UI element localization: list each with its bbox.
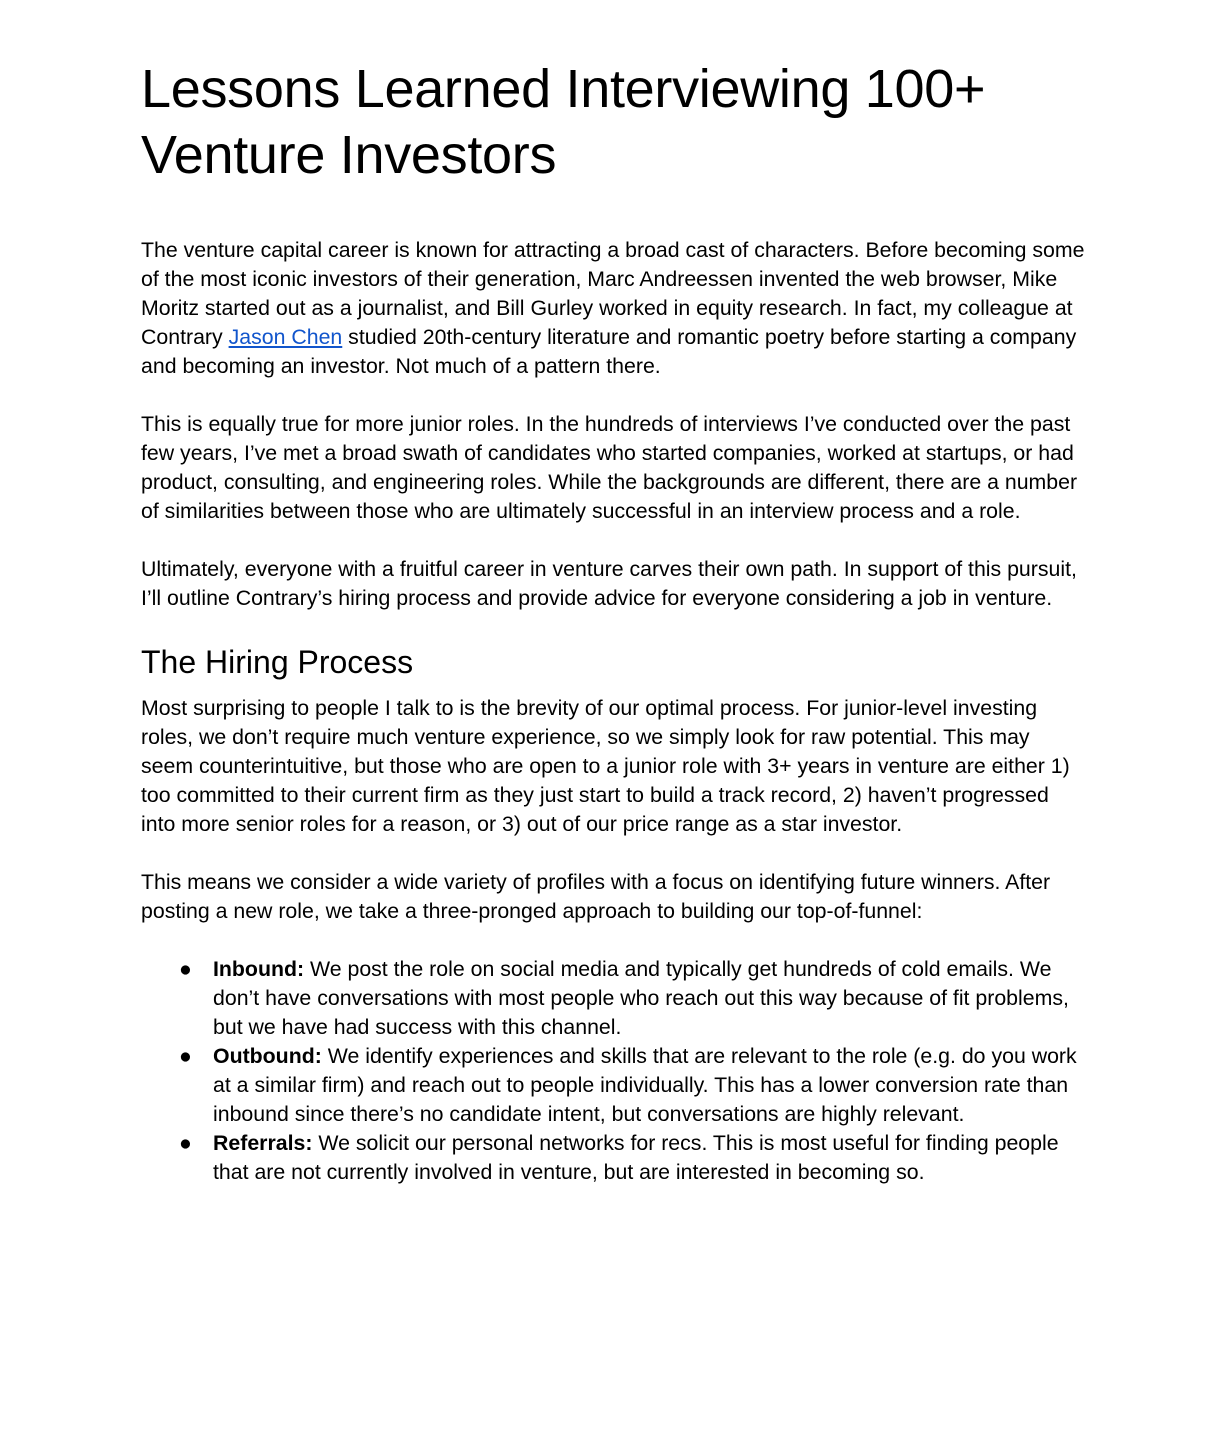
list-item-inbound	[141, 955, 1086, 1042]
document-page	[141, 56, 1086, 1187]
bullet-term-inbound: Inbound:	[213, 957, 305, 981]
hiring-paragraph-1: Most surprising to people I talk to is the brevity of our optimal process. For junior-level investing roles, we don’t require much venture experience, so we simply look for raw potential. This may seem counterintuitive, but those who are open to a junior role with 3+ years in venture are either 1) too committed to their current firm as they just start to build a track record, 2) haven’t progressed into more senior roles for a reason, or 3) out of our price range as a star investor.	[141, 696, 1070, 836]
document-title: Lessons Learned Interviewing 100+ Venture Investors	[141, 59, 986, 185]
list-item-referrals	[141, 1129, 1086, 1187]
intro-paragraph-2: This is equally true for more junior roles. In the hundreds of interviews I’ve conducted over the past few years, I’ve met a broad swath of candidates who started companies, worked at startups, or had product, consulting, and engineering roles. While the backgrounds are different, there are a number of similarities between those who are ultimately successful in an interview process and a role.	[141, 412, 1078, 523]
bullet-term-outbound: Outbound:	[213, 1044, 322, 1068]
bullet-dot-icon: ●	[179, 1131, 192, 1155]
bullet-text-outbound: We identify experiences and skills that are relevant to the role (e.g. do you work at a similar firm) and reach out to people individually. This has a lower conversion rate than inbound since there’s no candidate intent, but conversations are highly relevant.	[213, 1044, 1077, 1126]
list-item-outbound	[141, 1042, 1086, 1129]
intro-paragraph-1	[141, 236, 1086, 381]
intro-p1-text-end: studied 20th-century literature and romantic poetry before starting a company and becoming an investor. Not much of a pattern there.	[141, 325, 1077, 378]
hiring-paragraph-2: This means we consider a wide variety of profiles with a focus on identifying future winners. After posting a new role, we take a three-pronged approach to building our top-of-funnel:	[141, 870, 1051, 923]
bullet-text-referrals: We solicit our personal networks for recs. This is most useful for finding people that are not currently involved in venture, but are interested in becoming so.	[213, 1131, 1059, 1184]
intro-p1-text-start: The venture capital career is known for attracting a broad cast of characters. Before becoming some of the most iconic investors of their generation, Marc Andreessen invented the web browser, Mike Moritz started out as a journalist, and Bill Gurley worked in equity research. In fact, my colleague at Contrary	[141, 238, 1085, 349]
intro-paragraph-3: Ultimately, everyone with a fruitful career in venture carves their own path. In support of this pursuit, I’ll outline Contrary’s hiring process and provide advice for everyone considering a job in venture.	[141, 557, 1077, 610]
funnel-bullet-list	[141, 955, 1086, 1187]
bullet-dot-icon: ●	[179, 1044, 192, 1068]
bullet-dot-icon: ●	[179, 957, 192, 981]
jason-chen-link[interactable]: Jason Chen	[228, 325, 343, 349]
bullet-text-inbound: We post the role on social media and typically get hundreds of cold emails. We don’t have conversations with most people who reach out this way because of fit problems, but we have had success with this channel.	[213, 957, 1069, 1039]
bullet-term-referrals: Referrals:	[213, 1131, 313, 1155]
section-heading-hiring-process: The Hiring Process	[141, 644, 414, 680]
